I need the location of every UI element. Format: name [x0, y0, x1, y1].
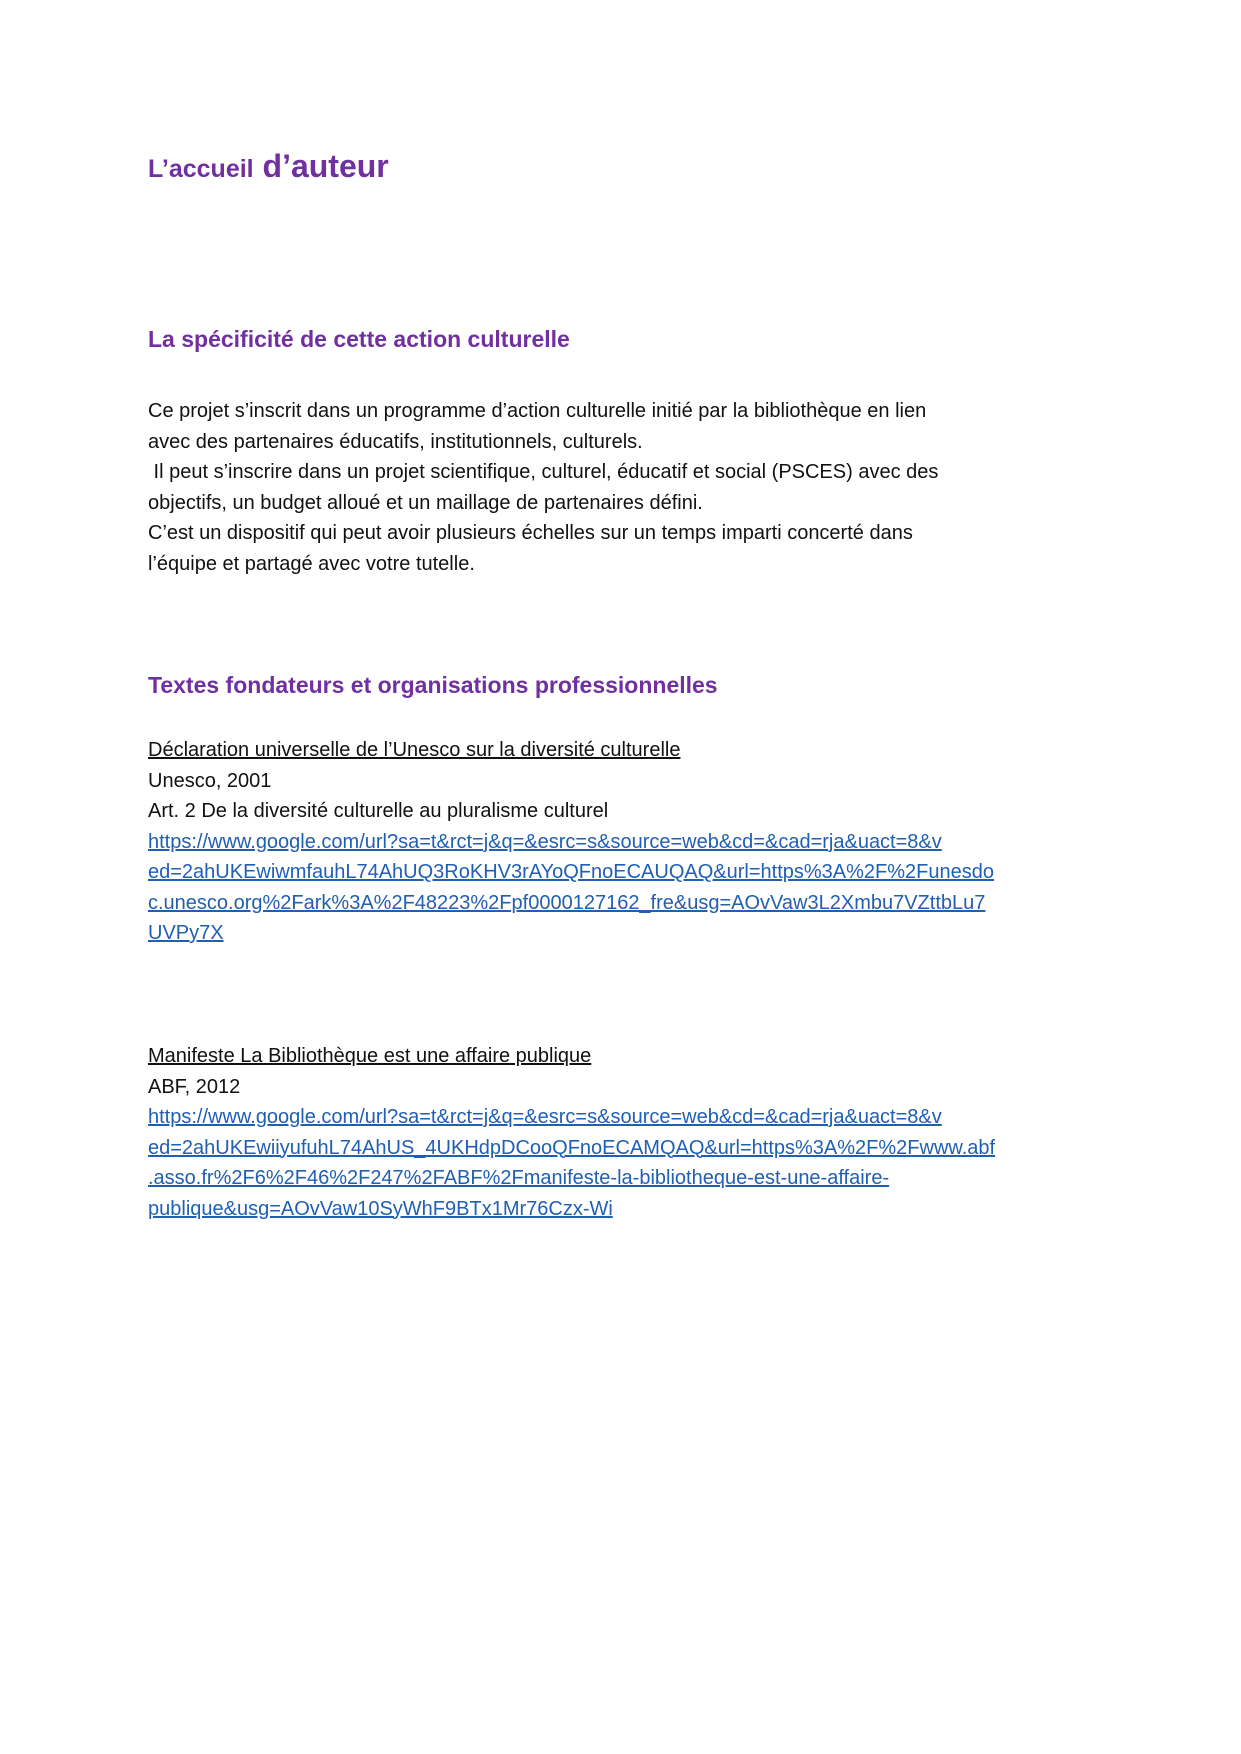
link-line: https://www.google.com/url?sa=t&rct=j&q=&esrc=s&source=web&cd=&cad=rja&uact=8&v: [148, 830, 942, 853]
paragraph-line: Il peut s’inscrire dans un projet scientifique, culturel, éducatif et social (PSCES) avec des: [148, 461, 939, 483]
page-title-part2: d’auteur: [262, 148, 389, 184]
section-heading-specificity: La spécificité de cette action culturelle: [148, 326, 570, 352]
reference-title: Manifeste La Bibliothèque est une affaire publique: [148, 1045, 592, 1067]
link-line: UVPy7X: [148, 922, 224, 944]
reference-source: Unesco, 2001: [148, 769, 272, 792]
paragraph-line: avec des partenaires éducatifs, institutionnels, culturels.: [148, 430, 643, 453]
page-title: [148, 150, 389, 182]
reference-link-unesco[interactable]: [148, 827, 1098, 949]
reference-title: Déclaration universelle de l’Unesco sur la diversité culturelle: [148, 739, 681, 761]
link-line: publique&usg=AOvVaw10SyWhF9BTx1Mr76Czx-Wi: [148, 1197, 613, 1220]
page-title-part1: L’accueil: [148, 155, 254, 183]
paragraph-line: Ce projet s’inscrit dans un programme d’action culturelle initié par la bibliothèque en lien: [148, 400, 927, 422]
paragraph-line: C’est un dispositif qui peut avoir plusieurs échelles sur un temps imparti concerté dans: [148, 522, 913, 544]
reference-link-abf[interactable]: [148, 1102, 1098, 1224]
paragraph-line: l’équipe et partagé avec votre tutelle.: [148, 552, 475, 575]
reference-detail: Art. 2 De la diversité culturelle au pluralisme culturel: [148, 800, 609, 822]
section-heading-founding-texts: Textes fondateurs et organisations professionnelles: [148, 672, 718, 698]
link-line: .asso.fr%2F6%2F46%2F247%2FABF%2Fmanifeste-la-bibliotheque-est-une-affaire-: [148, 1167, 890, 1189]
link-line: c.unesco.org%2Fark%3A%2F48223%2Fpf0000127162_fre&usg=AOvVaw3L2Xmbu7VZttbLu7: [148, 891, 986, 914]
reference-abf-manifesto: [148, 1041, 1108, 1224]
reference-source: ABF, 2012: [148, 1075, 241, 1098]
link-line: ed=2ahUKEwiwmfauhL74AhUQ3RoKHV3rAYoQFnoECAUQAQ&url=https%3A%2F%2Funesdo: [148, 861, 994, 883]
reference-unesco: [148, 735, 1108, 949]
link-line: https://www.google.com/url?sa=t&rct=j&q=&esrc=s&source=web&cd=&cad=rja&uact=8&v: [148, 1106, 942, 1128]
section-paragraph-specificity: [148, 396, 1108, 579]
link-line: ed=2ahUKEwiiyufuhL74AhUS_4UKHdpDCooQFnoECAMQAQ&url=https%3A%2F%2Fwww.abf: [148, 1136, 996, 1159]
paragraph-line: objectifs, un budget alloué et un maillage de partenaires défini.: [148, 491, 703, 514]
